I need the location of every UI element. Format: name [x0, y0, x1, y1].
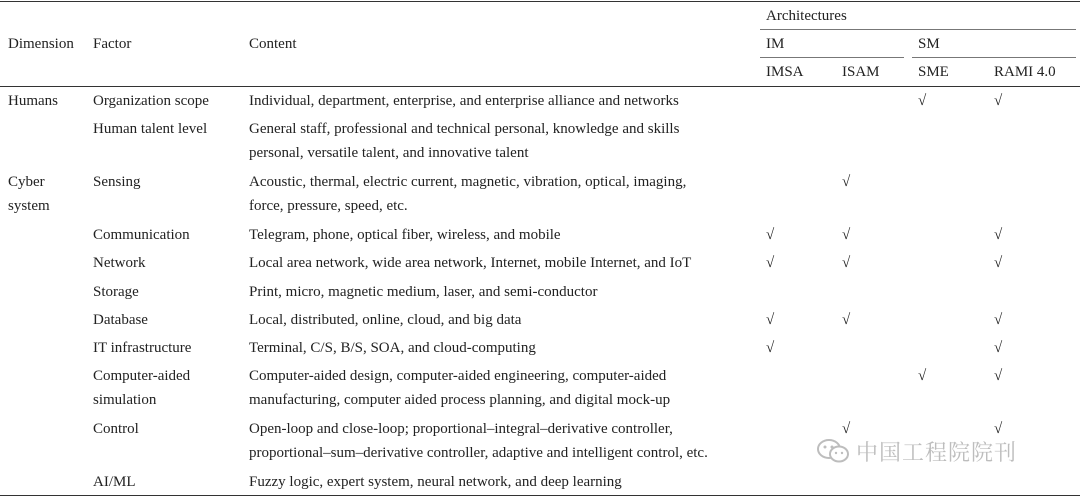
- row-factor: IT infrastructure: [93, 340, 192, 356]
- check-mark: √: [994, 421, 1003, 437]
- row-factor: Organization scope: [93, 93, 209, 109]
- check-mark: √: [842, 227, 851, 243]
- row-factor: Communication: [93, 227, 190, 243]
- row-content: Open-loop and close-loop; proportional–integral–derivative controller,: [249, 421, 673, 437]
- check-mark: √: [842, 312, 851, 328]
- row-dimension: Cyber system: [8, 174, 50, 214]
- row-factor: Sensing: [93, 174, 141, 190]
- check-mark: √: [994, 312, 1003, 328]
- header-col-rami: RAMI 4.0: [994, 64, 1056, 80]
- row-content: Individual, department, enterprise, and enterprise alliance and networks: [249, 93, 679, 109]
- check-mark: √: [766, 340, 775, 356]
- row-content: General staff, professional and technical personal, knowledge and skills: [249, 121, 680, 137]
- row-content: proportional–sum–derivative controller, adaptive and intelligent control, etc.: [249, 445, 708, 461]
- header-col-imsa: IMSA: [766, 64, 804, 80]
- check-mark: √: [994, 93, 1003, 109]
- header-col-isam: ISAM: [842, 64, 880, 80]
- row-content: Acoustic, thermal, electric current, magnetic, vibration, optical, imaging,: [249, 174, 687, 190]
- check-mark: √: [994, 368, 1003, 384]
- wechat-icon: [816, 438, 850, 464]
- row-content: personal, versatile talent, and innovative talent: [249, 145, 529, 161]
- row-content: force, pressure, speed, etc.: [249, 198, 408, 214]
- row-factor: Storage: [93, 284, 139, 300]
- watermark: [816, 436, 1017, 466]
- header-architectures: Architectures: [766, 8, 847, 24]
- row-content: Telegram, phone, optical fiber, wireless, and mobile: [249, 227, 561, 243]
- row-factor: Network: [93, 255, 146, 271]
- row-factor: Human talent level: [93, 121, 208, 137]
- sm-underline: [912, 57, 1076, 58]
- check-mark: √: [994, 340, 1003, 356]
- check-mark: √: [994, 227, 1003, 243]
- row-factor: Database: [93, 312, 148, 328]
- row-content: Fuzzy logic, expert system, neural network, and deep learning: [249, 474, 622, 490]
- architectures-underline: [760, 29, 1076, 30]
- header-bottom-rule: [0, 86, 1080, 87]
- row-factor: Control: [93, 421, 139, 437]
- row-factor: simulation: [93, 392, 157, 408]
- row-content: Print, micro, magnetic medium, laser, and semi-conductor: [249, 284, 598, 300]
- header-im: IM: [766, 36, 785, 52]
- row-content: Local, distributed, online, cloud, and big data: [249, 312, 522, 328]
- check-mark: √: [994, 255, 1003, 271]
- header-factor: Factor: [93, 36, 132, 52]
- header-col-sme: SME: [918, 64, 949, 80]
- header-sm: SM: [918, 36, 940, 52]
- header-dimension: Dimension: [8, 36, 74, 52]
- check-mark: √: [766, 227, 775, 243]
- header-content: Content: [249, 36, 297, 52]
- check-mark: √: [842, 421, 851, 437]
- check-mark: √: [766, 312, 775, 328]
- row-content: Terminal, C/S, B/S, SOA, and cloud-computing: [249, 340, 536, 356]
- check-mark: √: [842, 174, 851, 190]
- row-content: manufacturing, computer aided process planning, and digital mock-up: [249, 392, 671, 408]
- row-factor: AI/ML: [93, 474, 136, 490]
- watermark-text: 中国工程院院刊: [856, 440, 1018, 466]
- im-underline: [760, 57, 904, 58]
- bottom-rule: [0, 495, 1080, 496]
- check-mark: √: [766, 255, 775, 271]
- row-content: Local area network, wide area network, Internet, mobile Internet, and IoT: [249, 255, 692, 271]
- top-rule: [0, 1, 1080, 2]
- check-mark: √: [842, 255, 851, 271]
- check-mark: √: [918, 93, 927, 109]
- check-mark: √: [918, 368, 927, 384]
- row-dimension: Humans: [8, 93, 58, 109]
- row-factor: Computer-aided: [93, 368, 191, 384]
- row-content: Computer-aided design, computer-aided engineering, computer-aided: [249, 368, 667, 384]
